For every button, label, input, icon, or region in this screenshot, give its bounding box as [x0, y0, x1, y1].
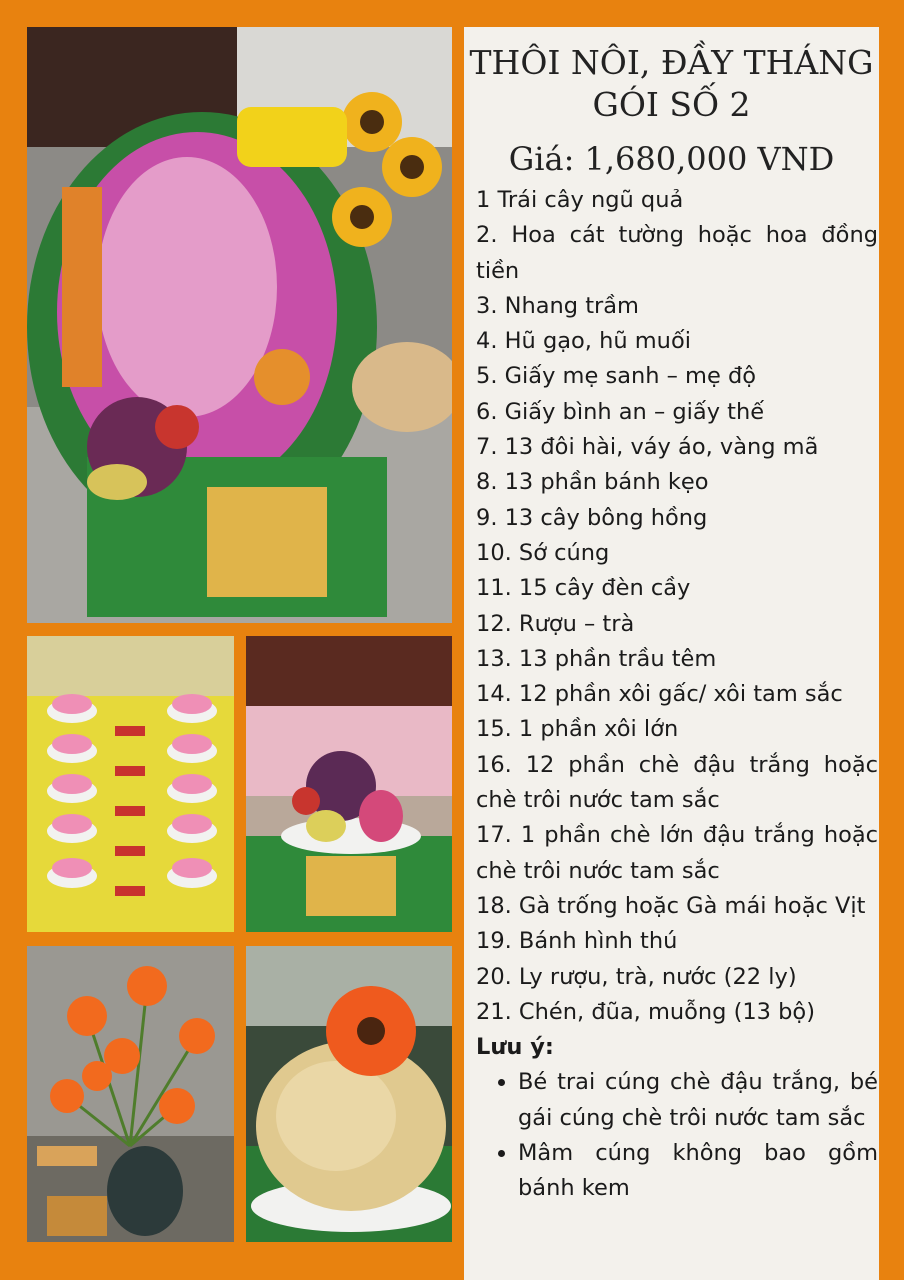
list-item: 5. Giấy mẹ sanh – mẹ độ — [476, 363, 757, 390]
list-item: 6. Giấy bình an – giấy thế — [476, 398, 765, 425]
list-item: 1 Trái cây ngũ quả — [476, 187, 684, 213]
list-item: 10. Sớ cúng — [476, 539, 610, 566]
list-item: 2. Hoa cát tường hoặc hoa đồng tiền — [476, 222, 878, 284]
list-item: 16. 12 phần chè đậu trắng hoặc chè trôi nước tam sắc — [476, 751, 878, 814]
list-item: 15. 1 phần xôi lớn — [476, 716, 679, 743]
list-item: 7. 13 đôi hài, váy áo, vàng mã — [476, 434, 819, 461]
list-item: 3. Nhang trầm — [476, 292, 639, 319]
list-item: 14. 12 phần xôi gấc/ xôi tam sắc — [476, 681, 843, 708]
list-item: 4. Hũ gạo, hũ muối — [476, 328, 691, 355]
item-list — [476, 183, 878, 1207]
package-number: GÓI SỐ 2 — [592, 85, 751, 124]
photo-offering-table — [27, 27, 452, 623]
list-item: 12. Rượu – trà — [476, 610, 635, 637]
package-info-panel — [464, 27, 879, 1280]
list-item: 9. 13 cây bông hồng — [476, 504, 708, 531]
photo-boiled-chicken — [246, 946, 452, 1242]
package-price: Giá: 1,680,000 VND — [508, 140, 835, 178]
note-list — [476, 1065, 878, 1206]
list-item: 21. Chén, đũa, muỗng (13 bộ) — [476, 998, 815, 1025]
list-item: 13. 13 phần trầu têm — [476, 645, 717, 672]
list-item: 11. 15 cây đèn cầy — [476, 575, 691, 602]
note-item: • Mâm cúng không bao gồm bánh kem — [518, 1136, 878, 1207]
list-item: 20. Ly rượu, trà, nước (22 ly) — [476, 963, 797, 990]
note-item: • Bé trai cúng chè đậu trắng, bé gái cúng chè trôi nước tam sắc — [518, 1065, 878, 1136]
photo-orange-flowers — [27, 946, 234, 1242]
list-item: 19. Bánh hình thú — [476, 928, 678, 955]
list-item: 8. 13 phần bánh kẹo — [476, 469, 709, 496]
list-item: 18. Gà trống hoặc Gà mái hoặc Vịt — [476, 892, 866, 919]
package-title: THÔI NÔI, ĐẦY THÁNG — [469, 43, 874, 82]
photo-fruit-offering — [246, 636, 452, 932]
photo-pink-rice-bowls — [27, 636, 234, 932]
note-heading: Lưu ý: — [476, 1034, 554, 1061]
list-item: 17. 1 phần chè lớn đậu trắng hoặc chè trôi nước tam sắc — [476, 822, 878, 884]
